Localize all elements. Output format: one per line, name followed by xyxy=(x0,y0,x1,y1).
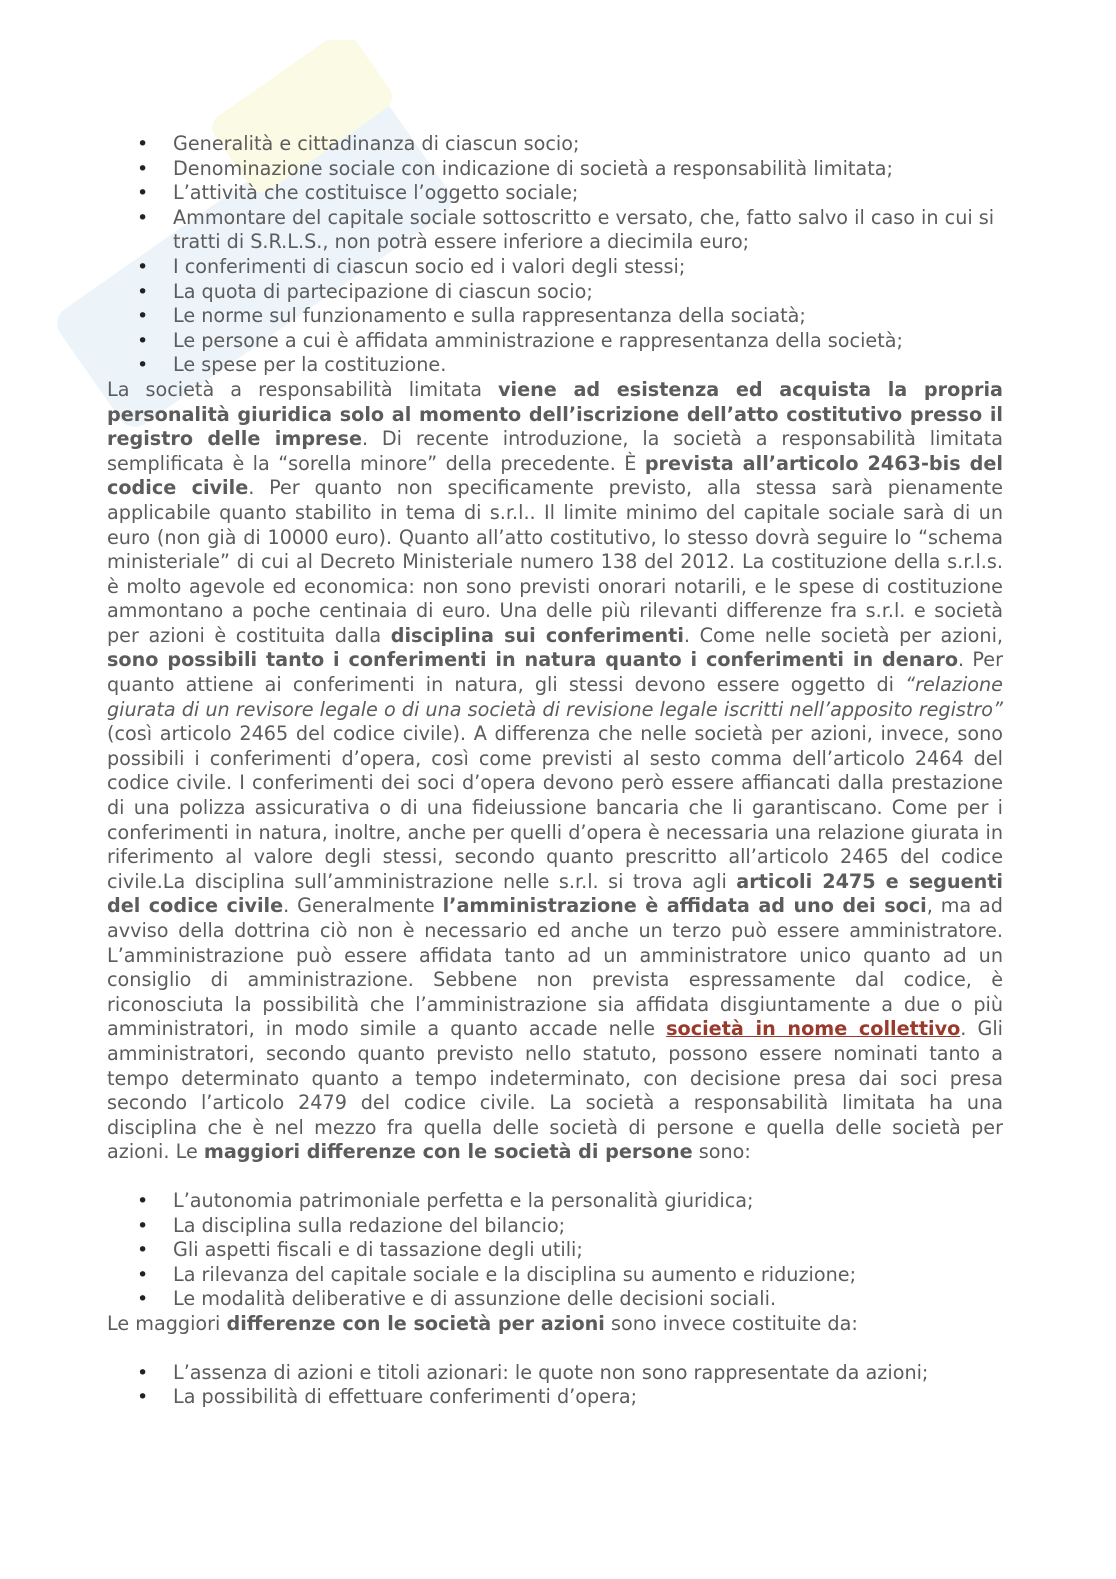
list-item: • L’assenza di azioni e titoli azionari: le quote non sono rappresentate da azioni; xyxy=(107,1361,1003,1386)
list-item: • Gli aspetti fiscali e di tassazione degli utili; xyxy=(107,1238,1003,1263)
differences-persons-list xyxy=(107,1189,1003,1312)
list-item: • La quota di partecipazione di ciascun socio; xyxy=(107,280,1003,305)
list-item: • Denominazione sociale con indicazione di società a responsabilità limitata; xyxy=(107,157,1003,182)
list-item: • Generalità e cittadinanza di ciascun socio; xyxy=(107,132,1003,157)
body-paragraph: Le maggiori differenze con le società per azioni sono invece costituite da: xyxy=(107,1311,858,1335)
document-page xyxy=(107,132,1003,1410)
list-item: • L’attività che costituisce l’oggetto sociale; xyxy=(107,181,1003,206)
list-item: • La rilevanza del capitale sociale e la disciplina su aumento e riduzione; xyxy=(107,1263,1003,1288)
spacer xyxy=(107,1337,1003,1361)
list-item: • Le spese per la costituzione. xyxy=(107,353,1003,378)
list-item: • La disciplina sulla redazione del bilancio; xyxy=(107,1214,1003,1239)
body-paragraph: La società a responsabilità limitata viene ad esistenza ed acquista la propria personalità giuridica solo al momento dell’iscrizione dell’atto costitutivo presso il registro delle imprese. Di recente introduzione, la società a responsabilità limitata semplificata è la “sorella minore” della precedente. È prevista all’articolo 2463-bis del codice civile. Per quanto non specificamente previsto, alla stessa sarà pienamente applicabile quanto stabilito in tema di s.r.l.. Il limite minimo del capitale sociale sarà di un euro (non già di 10000 euro). Quanto all’atto costitutivo, lo stesso dovrà seguire lo “schema ministeriale” di cui al Decreto Ministeriale numero 138 del 2012. La costituzione della s.r.l.s. è molto agevole ed economica: non sono previsti onorari notarili, e le spese di costituzione ammontano a poche centinaia di euro. Una delle più rilevanti differenze fra s.r.l. e società per azioni è costituita dalla disciplina sui conferimenti. Come nelle società per azioni, sono possibili tanto i conferimenti in natura quanto i conferimenti in denaro. Per quanto attiene ai conferimenti in natura, gli stessi devono essere oggetto di “relazione giurata di un revisore legale o di una società di revisione legale iscritti nell’apposito registro” (così articolo 2465 del codice civile). A differenza che nelle società per azioni, invece, sono possibili i conferimenti d’opera, così come previsti al sesto comma dell’articolo 2464 del codice civile. I conferimenti dei soci d’opera devono però essere affiancati dalla prestazione di una polizza assicurativa o di una fideiussione bancaria che li garantiscano. Come per i conferimenti in natura, inoltre, anche per quelli d’opera è necessaria una relazione giurata in riferimento al valore degli stessi, secondo quanto prescritto all’articolo 2465 del codice civile.La disciplina sull’amministrazione nelle s.r.l. si trova agli articoli 2475 e seguenti del codice civile. Generalmente l’amministrazione è affidata ad uno dei soci, ma ad avviso della dottrina ciò non è necessario ed anche un terzo può essere amministratore. L’amministrazione può essere affidata tanto ad un amministratore unico quanto ad un consiglio di amministrazione. Sebbene non prevista espressamente dal codice, è riconosciuta la possibilità che l’amministrazione sia affidata disgiuntamente a due o più amministratori, in modo simile a quanto accade nelle società in nome collettivo. Gli amministratori, secondo quanto previsto nello statuto, possono essere nominati tanto a tempo determinato quanto a tempo indeterminato, con decisione presa dai soci presa secondo l’articolo 2479 del codice civile. La società a responsabilità limitata ha una disciplina che è nel mezzo fra quella delle società di persone e quella delle società per azioni. Le maggiori differenze con le società di persone sono: xyxy=(107,377,1004,1164)
list-item: • I conferimenti di ciascun socio ed i valori degli stessi; xyxy=(107,255,1003,280)
list-item: • L’autonomia patrimoniale perfetta e la personalità giuridica; xyxy=(107,1189,1003,1214)
list-item: • Le persone a cui è affidata amministrazione e rappresentanza della società; xyxy=(107,329,1003,354)
spacer xyxy=(107,1165,1003,1189)
list-item: • La possibilità di effettuare conferimenti d’opera; xyxy=(107,1385,1003,1410)
list-item: • Le modalità deliberative e di assunzione delle decisioni sociali. xyxy=(107,1287,1003,1312)
societa-nome-collettivo-link[interactable]: società in nome collettivo xyxy=(666,1017,961,1041)
list-item: • Ammontare del capitale sociale sottoscritto e versato, che, fatto salvo il caso in cui si tratti di S.R.L.S., non potrà essere inferiore a diecimila euro; xyxy=(107,206,1003,255)
requirements-list xyxy=(107,132,1003,378)
list-item: • Le norme sul funzionamento e sulla rappresentanza della sociatà; xyxy=(107,304,1003,329)
differences-spa-list xyxy=(107,1361,1003,1410)
